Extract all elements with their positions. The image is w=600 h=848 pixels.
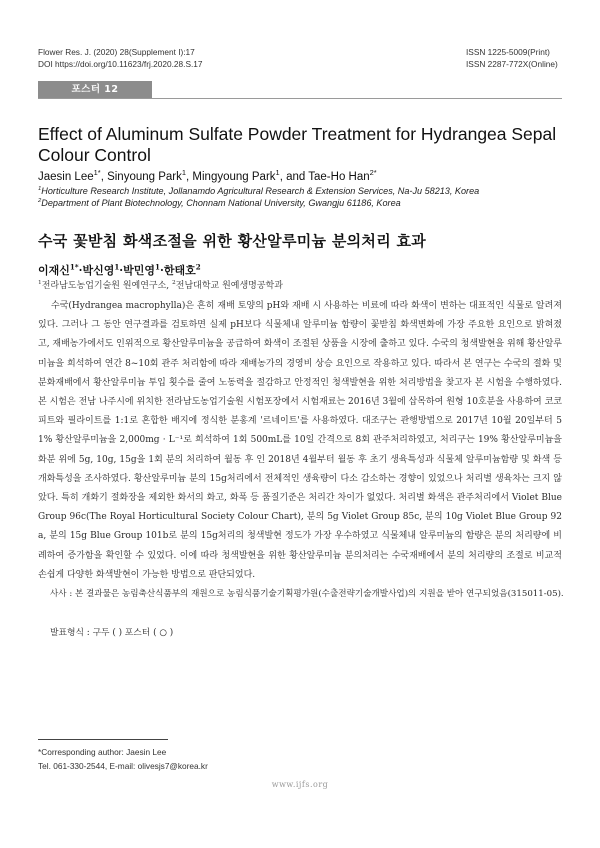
paper-title-ko: 수국 꽃받침 화색조절을 위한 황산알루미늄 분의처리 효과	[38, 232, 427, 250]
author-affiliation-mark: 2*	[369, 168, 377, 178]
author-affiliation-mark: 1	[155, 262, 160, 272]
author-affiliation-mark: 1*	[69, 262, 79, 272]
author-affiliation-mark: 1	[114, 262, 120, 272]
author-separator: ·	[160, 264, 164, 277]
poster-number-tag: 포스터 12	[38, 81, 152, 98]
author-name: Tae-Ho Han	[308, 171, 370, 183]
acknowledgement: 사사 : 본 결과물은 농림축산식품부의 재원으로 농림식품기술기획평가원(수출전략기술개발사업)의 지원을 받아 연구되었음(315011-05).	[50, 589, 564, 599]
presentation-format-value: 구두 ( ) 포스터 ( ○ )	[92, 628, 174, 638]
abstract-body: 수국(Hydrangea macrophylla)은 흔히 재배 토양의 pH와 재배 시 사용하는 비료에 따라 화색이 변하는 대표적인 식물로 알려져 있다. 그러나 그 동안 연구결과를 검토하면 실제 pH보다 식물체내 알루미늄 함량이 꽃받침 화색변화에 가장 주요한 요인으로 밝혀졌고, 재배농가에서도 인위적으로 황산알루미늄을 공급하여 화색이 조절된 상품을 시장에 출하고 있다. 수국의 청색발현을 위해 황산알루미늄을 희석하여 연간 8~10회 관주 처리함에 따라 재배농가의 경영비 상승 요인으로 작용하고 있다. 따라서 본 연구는 수국의 절화 및 분화재배에서 황산알루미늄 투입 횟수를 줄여 노동력을 절감하고 안정적인 청색발현을 위한 처리방법을 찾고자 본 시험을 수행하였다. 본 시험은 전남 나주시에 위치한 전라남도농업기술원 시험포장에서 시험재료는 2016년 3월에 삽목하여 원형 10호분을 사용하여 코코피트와 필라이트를 1:1로 혼합한 배지에 정식한 분홍계 '르네이트'를 사용하였다. 대조구는 관행방법으로 2017년 10월 20일부터 51% 황산알루미늄을 2,000mg · L⁻¹로 희석하여 1회 500mL를 10일 간격으로 8회 관주처리하였고, 처리구는 19% 황산알루미늄을 화분 위에 5g, 10g, 15g을 1회 분의 처리하여 월동 후 인 2018년 4월부터 월동 후 초기 생육특성과 식물체 알루미늄함량 및 화색 등 개화특성을 조사하였다. 황산알루미늄 분의 15g처리에서 전체적인 생육량이 다소 감소하는 경향이 있었으나 처리별 생육차는 크지 않았다. 특히 개화기 절화장을 제외한 화서의 화고, 화폭 등 품질기준은 처리간 차이가 없었다. 처리별 화색은 관주처리에서 Violet Blue Group 96c(The Royal Horticultural Society Colour Chart), 분의 5g Violet Group 85c, 분의 10g Violet Blue Group 92a, 분의 15g Blue Group 101b로 분의 15g처리의 청색발현 정도가 가장 우수하였고 식물체내 알루미늄의 함량은 분의 처리량에 비례하여 증가함을 확인할 수 있었다. 이에 따라 청색발현을 위한 황산알루미늄 분의처리는 수국재배에서 분의 처리량의 조절로 비교적 손쉽게 다양한 화색발현이 가능한 방법으로 판단되었다.	[38, 301, 562, 580]
author-separator: ,	[186, 171, 193, 183]
author-separator: ,	[100, 171, 108, 183]
issn-print: ISSN 1225-5009(Print)	[466, 47, 550, 57]
affiliation-mark: 1	[38, 280, 42, 286]
affiliation-mark: 2	[172, 280, 176, 286]
affiliation-text: 전라남도농업기술원 원예연구소,	[41, 281, 173, 291]
author-name: Sinyoung Park	[107, 171, 182, 183]
contact-info: Tel. 061-330-2544, E-mail: olivesjs7@korea.kr	[38, 761, 208, 771]
author-affiliation-mark: 1	[275, 168, 280, 178]
affiliation-line	[38, 185, 479, 197]
author-separator: ·	[78, 264, 83, 277]
journal-website: www.ijfs.org	[271, 780, 329, 789]
author-name: 한태호	[163, 264, 196, 277]
author-separator: , and	[279, 171, 309, 183]
author-separator: ·	[119, 264, 124, 277]
affiliation-text: 전남대학교 원예생명공학과	[175, 281, 283, 291]
issn-online: ISSN 2287-772X(Online)	[466, 59, 558, 69]
affiliation-line	[38, 197, 479, 209]
presentation-format	[50, 625, 173, 638]
paper-title-en: Effect of Aluminum Sulfate Powder Treatment for Hydrangea Sepal Colour Control	[38, 124, 557, 165]
author-affiliation-mark: 2	[195, 262, 201, 272]
author-list-ko	[38, 262, 201, 278]
author-name: 이재신	[38, 264, 70, 277]
affiliation-text: Department of Plant Biotechnology, Chonnam National University, Gwangju 61186, Korea	[41, 198, 401, 209]
author-name: 박민영	[123, 264, 156, 277]
footnote-divider	[38, 739, 168, 740]
author-affiliation-mark: 1*	[93, 168, 101, 178]
corresponding-author: *Corresponding author: Jaesin Lee	[38, 747, 167, 757]
header-divider	[38, 98, 562, 99]
affiliation-text: Horticulture Research Institute, Jollanamdo Agricultural Research & Extension Services, Na-Ju 58213, Korea	[41, 186, 480, 196]
affiliation-mark: 1	[38, 185, 42, 192]
author-name: Mingyoung Park	[192, 171, 276, 183]
corresponding-author-note	[38, 745, 208, 773]
doi-line: DOI https://doi.org/10.11623/frj.2020.28.S.17	[38, 59, 203, 69]
author-name: 박신영	[82, 264, 115, 277]
presentation-format-label: 발표형식 :	[50, 628, 93, 638]
affiliation-mark: 2	[38, 198, 42, 205]
author-name: Jaesin Lee	[38, 171, 94, 183]
affiliations-ko	[38, 278, 283, 291]
journal-citation: Flower Res. J. (2020) 28(Supplement I):17	[38, 47, 195, 57]
author-affiliation-mark: 1	[181, 168, 187, 178]
author-list-en	[38, 168, 377, 183]
affiliations-en	[38, 185, 479, 210]
